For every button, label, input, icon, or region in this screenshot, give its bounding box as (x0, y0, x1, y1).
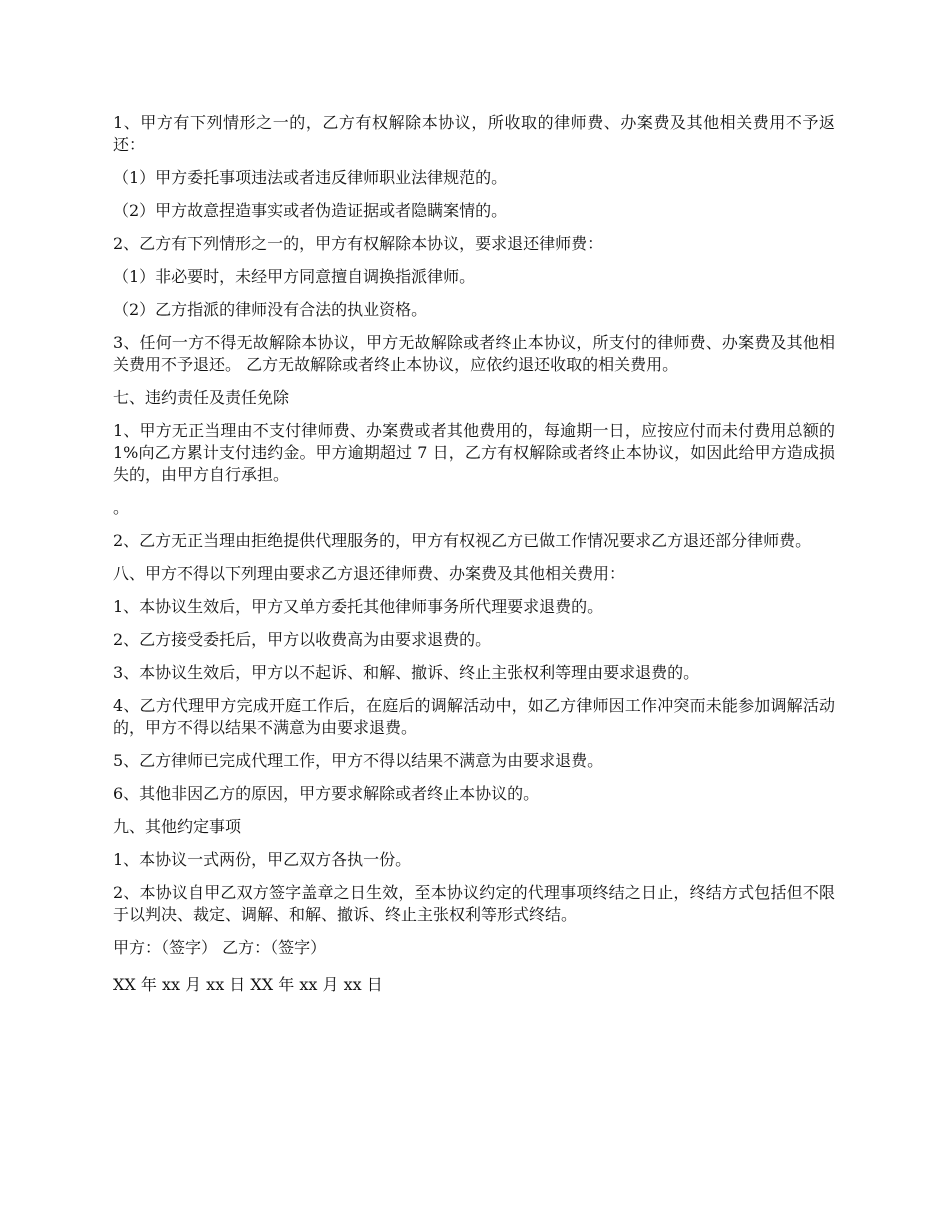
signature-line: 甲方：（签字） 乙方：（签字） (113, 938, 327, 957)
section-heading: 七、违约责任及责任免除 (113, 388, 290, 407)
date-line: XX 年 xx 月 xx 日 XX 年 xx 月 xx 日 (113, 975, 383, 994)
clause-paragraph: 6、其他非因乙方的原因，甲方要求解除或者终止本协议的。 (113, 784, 540, 803)
stray-punctuation: 。 (113, 498, 130, 517)
clause-item: （1）非必要时，未经甲方同意擅自调换指派律师。 (113, 267, 476, 286)
clause-item: （1）甲方委托事项违法或者违反律师职业法律规范的。 (113, 168, 508, 187)
clause-paragraph: 2、乙方无正当理由拒绝提供代理服务的，甲方有权视乙方已做工作情况要求乙方退还部分律师费。 (113, 531, 812, 550)
clause-item: （2）甲方故意捏造事实或者伪造证据或者隐瞒案情的。 (113, 201, 508, 220)
document-body (113, 112, 835, 1007)
clause-paragraph: 1、甲方有下列情形之一的，乙方有权解除本协议，所收取的律师费、办案费及其他相关费用不予返还： (113, 113, 835, 154)
clause-paragraph: 5、乙方律师已完成代理工作，甲方不得以结果不满意为由要求退费。 (113, 751, 604, 770)
clause-paragraph: 3、本协议生效后，甲方以不起诉、和解、撤诉、终止主张权利等理由要求退费的。 (113, 663, 700, 682)
section-heading: 八、甲方不得以下列理由要求乙方退还律师费、办案费及其他相关费用： (113, 564, 626, 583)
clause-item: （2）乙方指派的律师没有合法的执业资格。 (113, 300, 428, 319)
clause-paragraph: 1、甲方无正当理由不支付律师费、办案费或者其他费用的，每逾期一日，应按应付而未付费用总额的 1%向乙方累计支付违约金。甲方逾期超过 7 日，乙方有权解除或者终止本协议，如因此给甲方造成损失的，由甲方自行承担。 (113, 421, 835, 484)
clause-paragraph: 4、乙方代理甲方完成开庭工作后，在庭后的调解活动中，如乙方律师因工作冲突而未能参加调解活动的，甲方不得以结果不满意为由要求退费。 (113, 696, 835, 737)
clause-paragraph: 3、任何一方不得无故解除本协议，甲方无故解除或者终止本协议，所支付的律师费、办案费及其他相关费用不予退还。 乙方无故解除或者终止本协议，应依约退还收取的相关费用。 (113, 333, 835, 374)
clause-paragraph: 1、本协议一式两份，甲乙双方各执一份。 (113, 850, 412, 869)
section-heading: 九、其他约定事项 (113, 817, 242, 836)
clause-paragraph: 2、本协议自甲乙双方签字盖章之日生效，至本协议约定的代理事项终结之日止，终结方式包括但不限于以判决、裁定、调解、和解、撤诉、终止主张权利等形式终结。 (113, 883, 835, 924)
clause-paragraph: 2、乙方有下列情形之一的，甲方有权解除本协议，要求退还律师费： (113, 234, 604, 253)
clause-paragraph: 2、乙方接受委托后，甲方以收费高为由要求退费的。 (113, 630, 492, 649)
clause-paragraph: 1、本协议生效后，甲方又单方委托其他律师事务所代理要求退费的。 (113, 597, 604, 616)
